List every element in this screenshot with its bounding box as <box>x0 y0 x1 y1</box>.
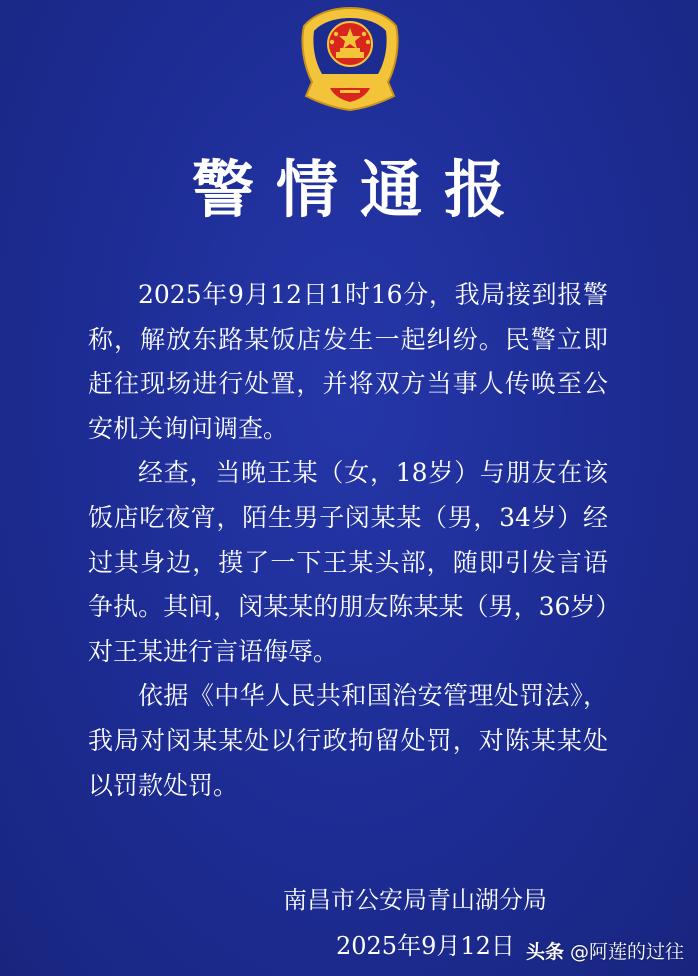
watermark-brand: 头条 <box>525 941 564 963</box>
issuer-org: 南昌市公安局青山湖分局 <box>283 886 547 914</box>
watermark <box>526 937 684 964</box>
paragraph-penalty: 依据《中华人民共和国治安管理处罚法》，我局对闵某某处以行政拘留处罚，对陈某某处以罚款处罚。 <box>88 681 608 800</box>
watermark-handle: @阿莲的过往 <box>569 941 684 963</box>
paragraph-investigation: 经查，当晚王某（女，18岁）与朋友在该饭店吃夜宵，陌生男子闵某某（男，34岁）经过其身边，摸了一下王某头部，随即引发言语争执。其间，闵某某的朋友陈某某（男，36岁）对王某进行言语侮辱。 <box>88 458 608 666</box>
paragraph-incident: 2025年9月12日1时16分，我局接到报警称，解放东路某饭店发生一起纠纷。民警立即赶往现场进行处置，并将双方当事人传唤至公安机关询问调查。 <box>88 280 608 443</box>
issue-date: 2025年9月12日 <box>336 932 515 960</box>
notice-title: 警情通报 <box>191 153 528 226</box>
police-badge-icon <box>296 4 404 114</box>
notice-body <box>88 273 608 808</box>
